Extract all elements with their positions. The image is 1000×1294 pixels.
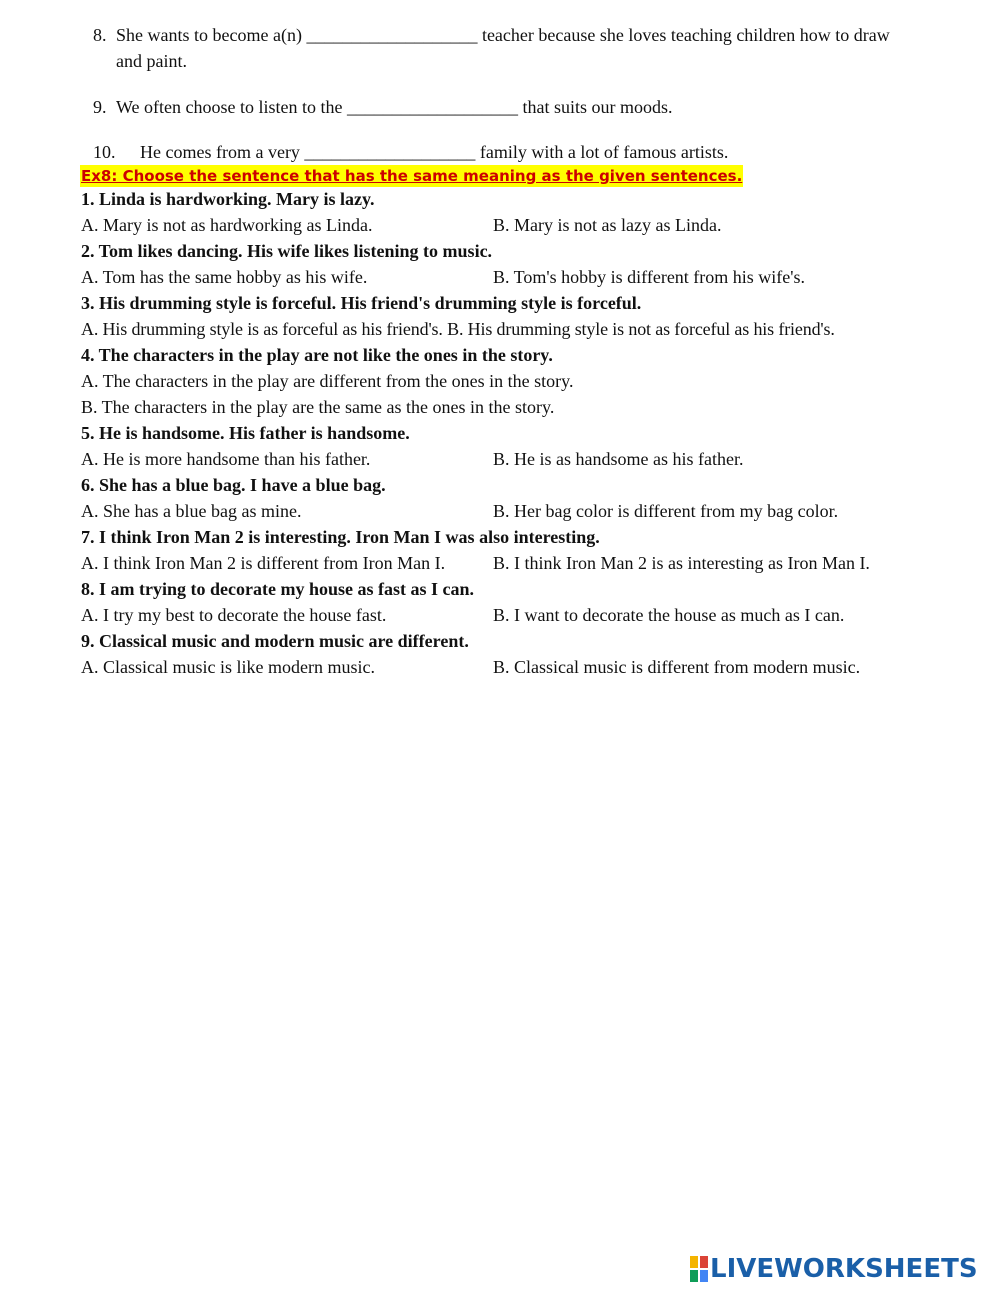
question-6-prompt: 6. She has a blue bag. I have a blue bag. [81,475,386,495]
question-4-option-a[interactable]: A. The characters in the play are different from the ones in the story. [81,371,574,391]
question-3-prompt: 3. His drumming style is forceful. His friend's drumming style is forceful. [81,293,642,313]
item-9-text: We often choose to listen to the ___________________ that suits our moods. [116,97,673,117]
question-8-option-a[interactable]: A. I try my best to decorate the house fast. [81,605,387,625]
question-9-option-a[interactable]: A. Classical music is like modern music. [81,657,375,677]
question-2-option-b[interactable]: B. Tom's hobby is different from his wife's. [493,267,806,287]
question-7-option-b[interactable]: B. I think Iron Man 2 is as interesting as Iron Man I. [493,553,870,573]
question-6-option-a[interactable]: A. She has a blue bag as mine. [81,501,302,521]
question-4-prompt: 4. The characters in the play are not like the ones in the story. [81,345,553,365]
question-4-option-b[interactable]: B. The characters in the play are the same as the ones in the story. [81,397,555,417]
item-8-number: 8. [93,25,107,45]
liveworksheets-logo-text: LIVEWORKSHEETS [710,1254,978,1284]
question-8-prompt: 8. I am trying to decorate my house as fast as I can. [81,579,474,599]
question-5-option-a[interactable]: A. He is more handsome than his father. [81,449,371,469]
item-10-text: He comes from a very ___________________ family with a lot of famous artists. [140,142,729,162]
question-2-prompt: 2. Tom likes dancing. His wife likes listening to music. [81,241,493,261]
question-5-option-b[interactable]: B. He is as handsome as his father. [493,449,744,469]
question-2-option-a[interactable]: A. Tom has the same hobby as his wife. [81,267,368,287]
question-1-option-a[interactable]: A. Mary is not as hardworking as Linda. [81,215,373,235]
item-9-number: 9. [93,97,107,117]
question-1-prompt: 1. Linda is hardworking. Mary is lazy. [81,189,375,209]
question-9-prompt: 9. Classical music and modern music are different. [81,631,469,651]
question-6-option-b[interactable]: B. Her bag color is different from my bag color. [493,501,839,521]
question-3-options[interactable]: A. His drumming style is as forceful as his friend's. B. His drumming style is not as forceful as his friend's. [81,319,835,339]
item-8-text: She wants to become a(n) ___________________ teacher because she loves teaching children how to draw [116,25,890,45]
question-5-prompt: 5. He is handsome. His father is handsome. [81,423,410,443]
item-10-number: 10. [93,142,116,162]
question-7-prompt: 7. I think Iron Man 2 is interesting. Iron Man I was also interesting. [81,527,600,547]
liveworksheets-logo [690,1254,978,1284]
question-9-option-b[interactable]: B. Classical music is different from modern music. [493,657,861,677]
question-7-option-a[interactable]: A. I think Iron Man 2 is different from Iron Man I. [81,553,446,573]
question-1-option-b[interactable]: B. Mary is not as lazy as Linda. [493,215,722,235]
liveworksheets-logo-icon [690,1256,708,1282]
exercise-heading: Ex8: Choose the sentence that has the same meaning as the given sentences. [81,167,743,185]
question-8-option-b[interactable]: B. I want to decorate the house as much as I can. [493,605,845,625]
item-8-text-cont: and paint. [116,51,187,71]
